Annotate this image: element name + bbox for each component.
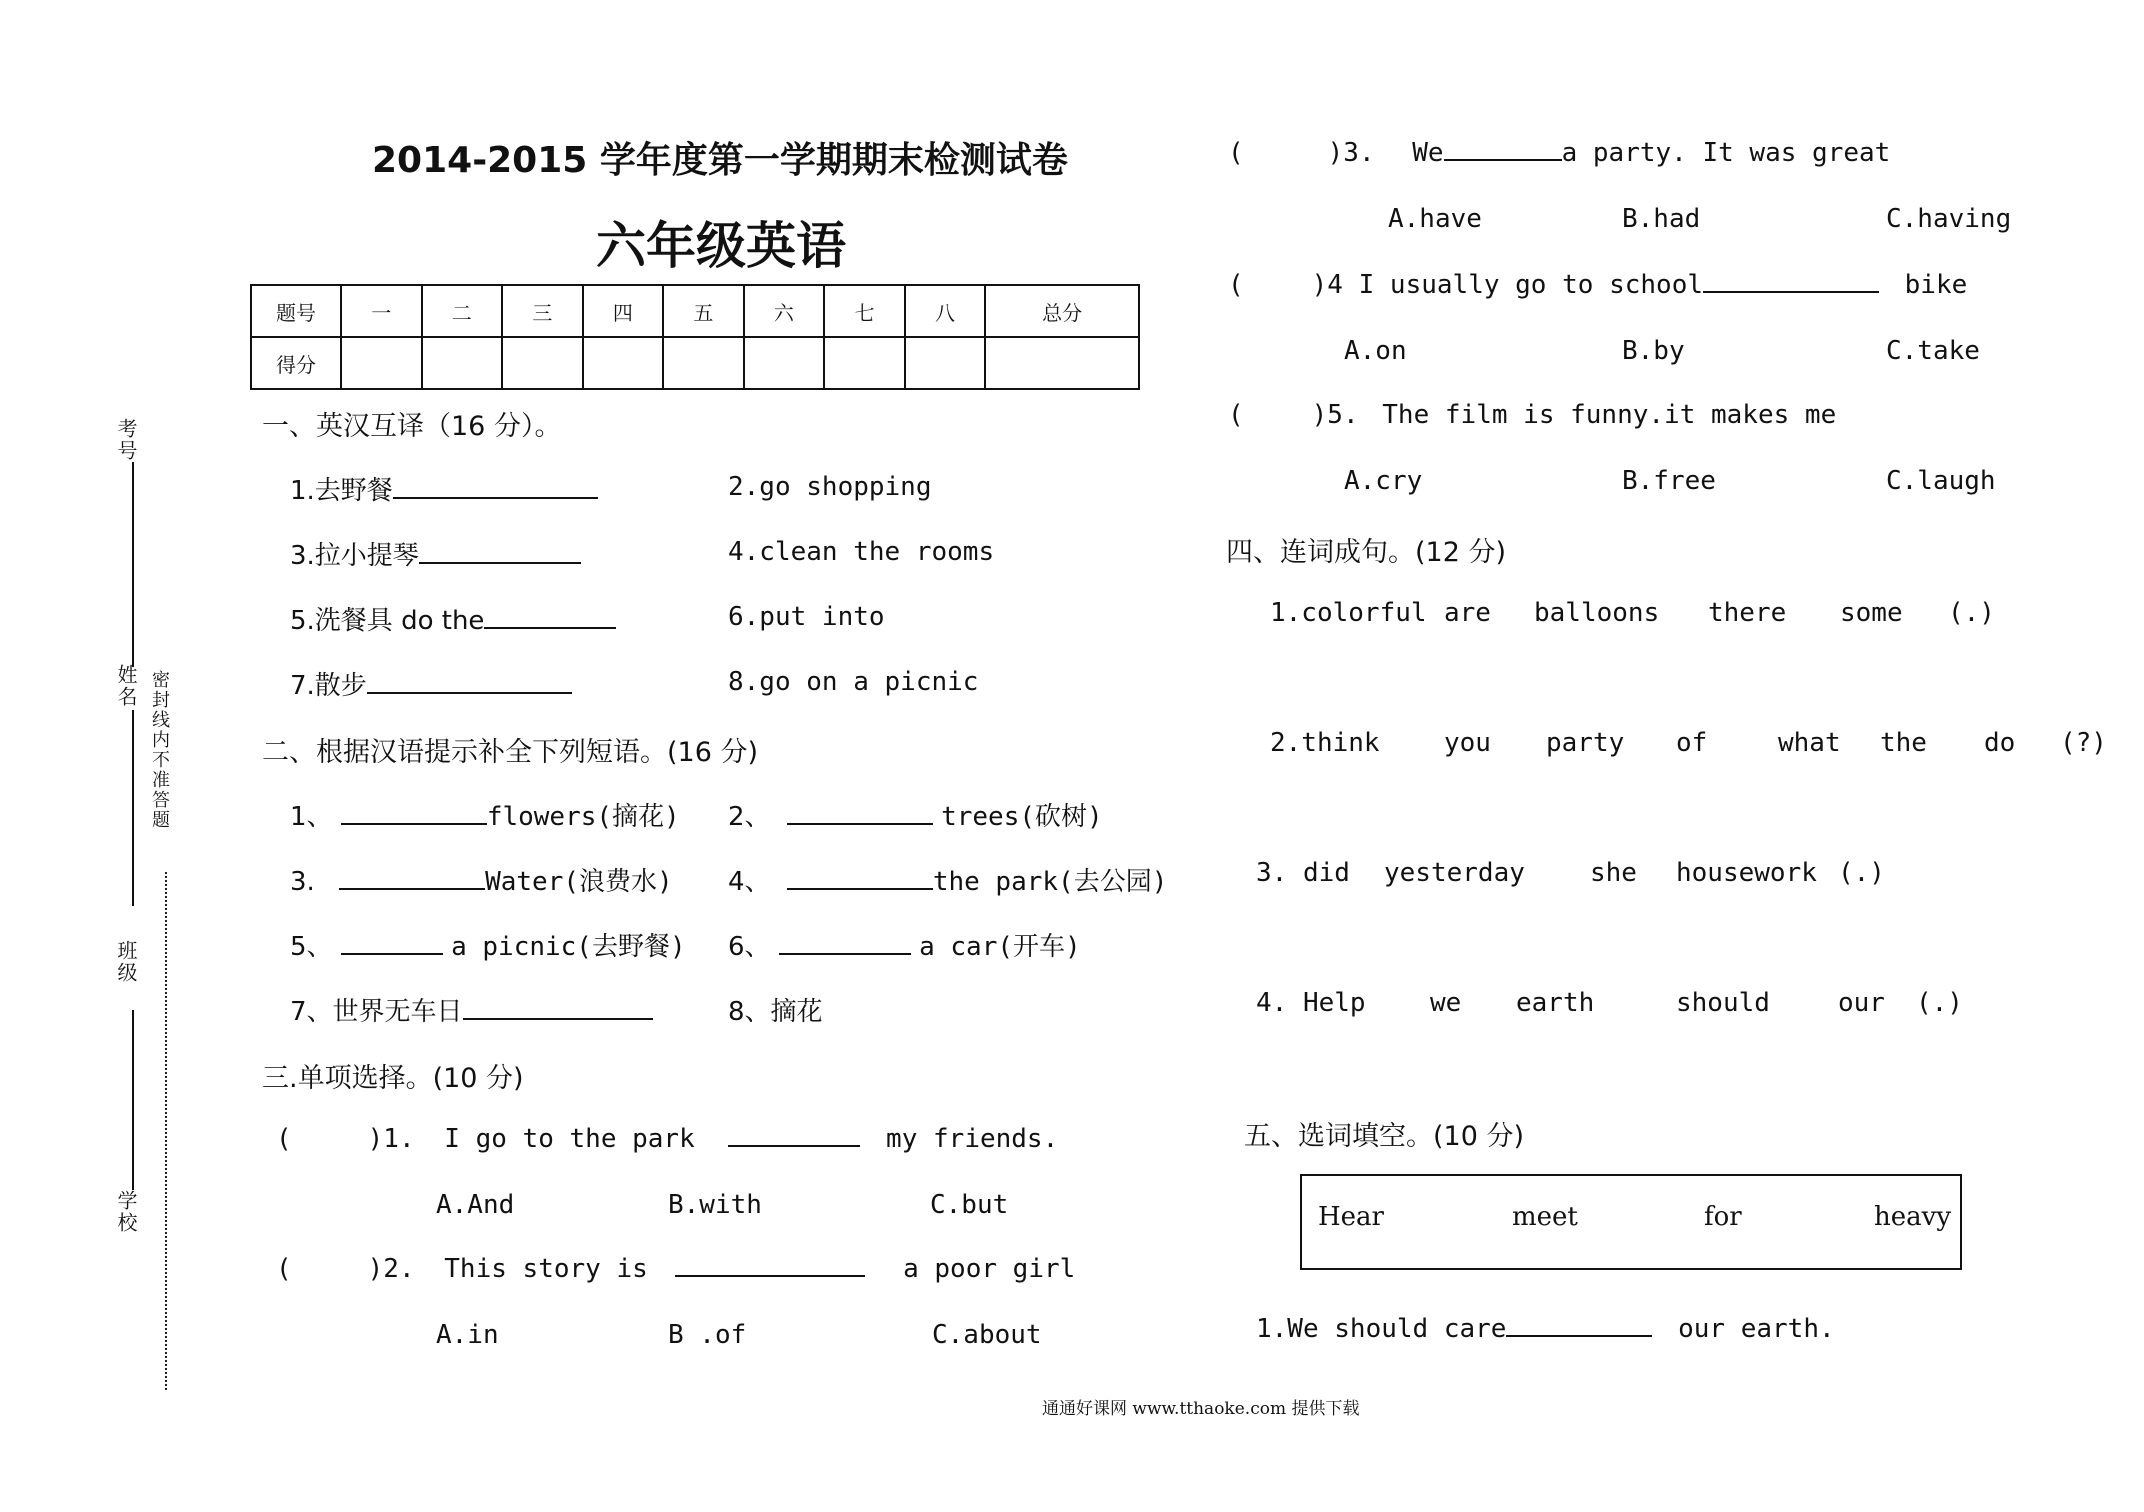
score-cell: 五: [663, 285, 744, 337]
section3-heading: 三.单项选择。(10 分): [262, 1063, 524, 1094]
sentence-word: are: [1444, 598, 1491, 628]
choice-option[interactable]: C.but: [930, 1190, 1009, 1220]
answer-blank[interactable]: [393, 496, 598, 499]
score-table-score-row: [251, 337, 1139, 389]
question-stem: bike: [1904, 270, 1968, 300]
question-number: 3.: [290, 867, 315, 897]
sentence-word: she: [1590, 858, 1637, 888]
section5-heading: 五、选词填空。(10 分): [1244, 1121, 1525, 1152]
score-input-cell[interactable]: [583, 337, 664, 389]
score-cell: 八: [905, 285, 986, 337]
score-cell: 六: [744, 285, 825, 337]
score-input-cell[interactable]: [341, 337, 422, 389]
sentence-word: we: [1430, 988, 1462, 1018]
answer-paren-open[interactable]: (: [1228, 400, 1244, 430]
choice-option[interactable]: A.cry: [1344, 466, 1423, 496]
question-text: 5.洗餐具 do the: [290, 606, 485, 636]
question-stem: 1.We should care: [1256, 1314, 1507, 1344]
answer-blank[interactable]: [779, 952, 911, 955]
score-table: [250, 284, 1140, 390]
question-text: trees(砍树): [941, 802, 1103, 832]
choice-option[interactable]: C.having: [1886, 204, 2012, 234]
score-cell: 题号: [251, 285, 341, 337]
answer-blank[interactable]: [1703, 290, 1879, 293]
question-text: the park(去公园): [932, 867, 1168, 897]
score-cell: 三: [502, 285, 583, 337]
exam-title: 2014-2015 学年度第一学期期末检测试卷: [372, 140, 1068, 181]
answer-blank[interactable]: [484, 626, 616, 629]
score-cell: 得分: [251, 337, 341, 389]
binding-school: 学校: [114, 1190, 138, 1234]
choice-option[interactable]: C.laugh: [1886, 466, 1996, 496]
sentence-word: 4. Help: [1256, 988, 1366, 1018]
answer-blank[interactable]: [341, 952, 443, 955]
question-stem: I usually go to school: [1358, 270, 1703, 300]
sentence-word: earth: [1516, 988, 1595, 1018]
question-number: 7、世界无车日: [290, 997, 463, 1027]
question-item: [290, 600, 616, 637]
choice-question: [1228, 400, 1836, 430]
answer-paren-open[interactable]: (: [276, 1124, 292, 1154]
question-stem: our earth.: [1678, 1314, 1835, 1344]
question-stem: my friends.: [886, 1124, 1059, 1154]
binding-name: 姓名: [114, 664, 138, 708]
choice-option[interactable]: C.take: [1886, 336, 1980, 366]
answer-blank[interactable]: [339, 887, 485, 890]
binding-seal-note: 密封线内不准答题: [149, 670, 170, 830]
answer-paren-open[interactable]: (: [1228, 270, 1244, 300]
answer-blank[interactable]: [1444, 158, 1562, 161]
question-stem: We: [1412, 138, 1444, 168]
question-stem: The film is funny.it makes me: [1382, 400, 1837, 430]
question-item: [290, 926, 686, 963]
sentence-word: you: [1444, 728, 1491, 758]
sentence-word: (.): [1916, 988, 1963, 1018]
score-input-cell[interactable]: [905, 337, 986, 389]
binding-exam-no: 考号: [114, 418, 138, 462]
sentence-word: yesterday: [1384, 858, 1525, 888]
choice-option[interactable]: C.about: [932, 1320, 1042, 1350]
question-number: 6、: [728, 932, 771, 962]
word-bank-word: for: [1704, 1202, 1742, 1232]
answer-blank[interactable]: [419, 561, 581, 564]
sentence-word: 1.colorful: [1270, 598, 1427, 628]
question-stem: a party. It was great: [1561, 138, 1891, 168]
question-item: 2.go shopping: [728, 472, 932, 502]
answer-paren-open[interactable]: (: [1228, 138, 1244, 168]
word-bank-word: Hear: [1318, 1202, 1384, 1232]
answer-blank[interactable]: [1506, 1334, 1652, 1337]
question-number: )4: [1311, 270, 1343, 300]
question-text: Water(浪费水): [485, 867, 673, 897]
question-item: [728, 926, 1081, 963]
question-item: [290, 535, 581, 572]
choice-question: [1228, 138, 1890, 168]
choice-option[interactable]: B.with: [668, 1190, 762, 1220]
section1-heading: 一、英汉互译（16 分）。: [262, 411, 562, 442]
question-number: 2、: [728, 802, 771, 832]
section4-heading: 四、连词成句。(12 分): [1226, 537, 1507, 568]
exam-subtitle: 六年级英语: [596, 217, 846, 275]
sentence-word: do: [1984, 728, 2016, 758]
binding-line: [132, 462, 134, 667]
choice-question: [276, 1124, 1058, 1154]
question-stem: I go to the park: [444, 1124, 695, 1154]
question-item: [290, 991, 653, 1028]
answer-blank[interactable]: [675, 1274, 865, 1277]
sentence-word: the: [1880, 728, 1927, 758]
word-bank-word: heavy: [1874, 1202, 1952, 1232]
sentence-word: there: [1708, 598, 1787, 628]
sentence-word: 3. did: [1256, 858, 1350, 888]
sentence-word: (?): [2060, 728, 2107, 758]
sentence-word: what: [1778, 728, 1841, 758]
word-bank-word: meet: [1512, 1202, 1578, 1232]
score-cell: 总分: [985, 285, 1139, 337]
question-item: [290, 470, 598, 507]
question-number: 5、: [290, 932, 333, 962]
question-item: [728, 796, 1103, 833]
choice-option[interactable]: B .of: [668, 1320, 747, 1350]
seal-dotted-line: [165, 872, 167, 1390]
score-input-cell[interactable]: [663, 337, 744, 389]
score-input-cell[interactable]: [744, 337, 825, 389]
question-text: 3.拉小提琴: [290, 541, 419, 571]
question-item: 4.clean the rooms: [728, 537, 995, 567]
question-stem: This story is: [444, 1254, 648, 1284]
section2-heading: 二、根据汉语提示补全下列短语。(16 分): [262, 737, 759, 768]
score-input-cell[interactable]: [422, 337, 503, 389]
question-item: 8、摘花: [728, 997, 823, 1027]
question-text: a car(开车): [919, 932, 1081, 962]
fill-question: [1256, 1314, 1835, 1344]
question-number: 4、: [728, 867, 771, 897]
question-item: 8.go on a picnic: [728, 667, 979, 697]
choice-option[interactable]: B.had: [1622, 204, 1701, 234]
choice-option[interactable]: A.on: [1344, 336, 1407, 366]
score-cell: 七: [824, 285, 905, 337]
question-item: [290, 665, 572, 702]
score-cell: 二: [422, 285, 503, 337]
choice-question: [276, 1254, 1075, 1284]
score-cell: 一: [341, 285, 422, 337]
binding-line: [132, 710, 134, 906]
sentence-word: of: [1676, 728, 1708, 758]
choice-option[interactable]: A.in: [436, 1320, 499, 1350]
question-number: )2.: [367, 1254, 415, 1284]
score-input-cell[interactable]: [502, 337, 583, 389]
question-item: [728, 861, 1167, 898]
question-number: )5.: [1311, 400, 1359, 430]
question-text: flowers(摘花): [486, 802, 680, 832]
word-bank-box: [1300, 1174, 1962, 1270]
question-item: [290, 796, 680, 833]
choice-option[interactable]: A.have: [1388, 204, 1482, 234]
question-item: 6.put into: [728, 602, 885, 632]
question-number: 1、: [290, 802, 333, 832]
sentence-word: some: [1840, 598, 1903, 628]
sentence-word: balloons: [1534, 598, 1660, 628]
score-input-cell[interactable]: [824, 337, 905, 389]
answer-paren-open[interactable]: (: [276, 1254, 292, 1284]
binding-line: [132, 1010, 134, 1190]
sentence-word: (.): [1838, 858, 1885, 888]
answer-blank[interactable]: [787, 822, 933, 825]
question-number: )1.: [367, 1124, 415, 1154]
choice-option[interactable]: B.by: [1622, 336, 1685, 366]
answer-blank[interactable]: [341, 822, 487, 825]
answer-blank[interactable]: [787, 887, 933, 890]
question-item: [290, 861, 673, 898]
question-number: )3.: [1327, 138, 1375, 168]
sentence-word: party: [1546, 728, 1625, 758]
sentence-word: our: [1838, 988, 1885, 1018]
answer-blank[interactable]: [463, 1017, 653, 1020]
question-stem: a poor girl: [903, 1254, 1076, 1284]
question-text: 7.散步: [290, 671, 367, 701]
choice-question: [1228, 270, 1967, 300]
score-input-cell[interactable]: [985, 337, 1139, 389]
sentence-word: (.): [1948, 598, 1995, 628]
binding-class: 班级: [114, 940, 138, 984]
choice-option[interactable]: B.free: [1622, 466, 1716, 496]
answer-blank[interactable]: [728, 1144, 860, 1147]
score-cell: 四: [583, 285, 664, 337]
score-table-header-row: [251, 285, 1139, 337]
question-text: 1.去野餐: [290, 476, 393, 506]
choice-option[interactable]: A.And: [436, 1190, 515, 1220]
footer-credit: 通通好课网 www.tthaoke.com 提供下载: [1042, 1399, 1360, 1419]
answer-blank[interactable]: [367, 691, 572, 694]
sentence-word: housework: [1676, 858, 1817, 888]
question-text: a picnic(去野餐): [451, 932, 686, 962]
sentence-word: should: [1676, 988, 1770, 1018]
sentence-word: 2.think: [1270, 728, 1380, 758]
